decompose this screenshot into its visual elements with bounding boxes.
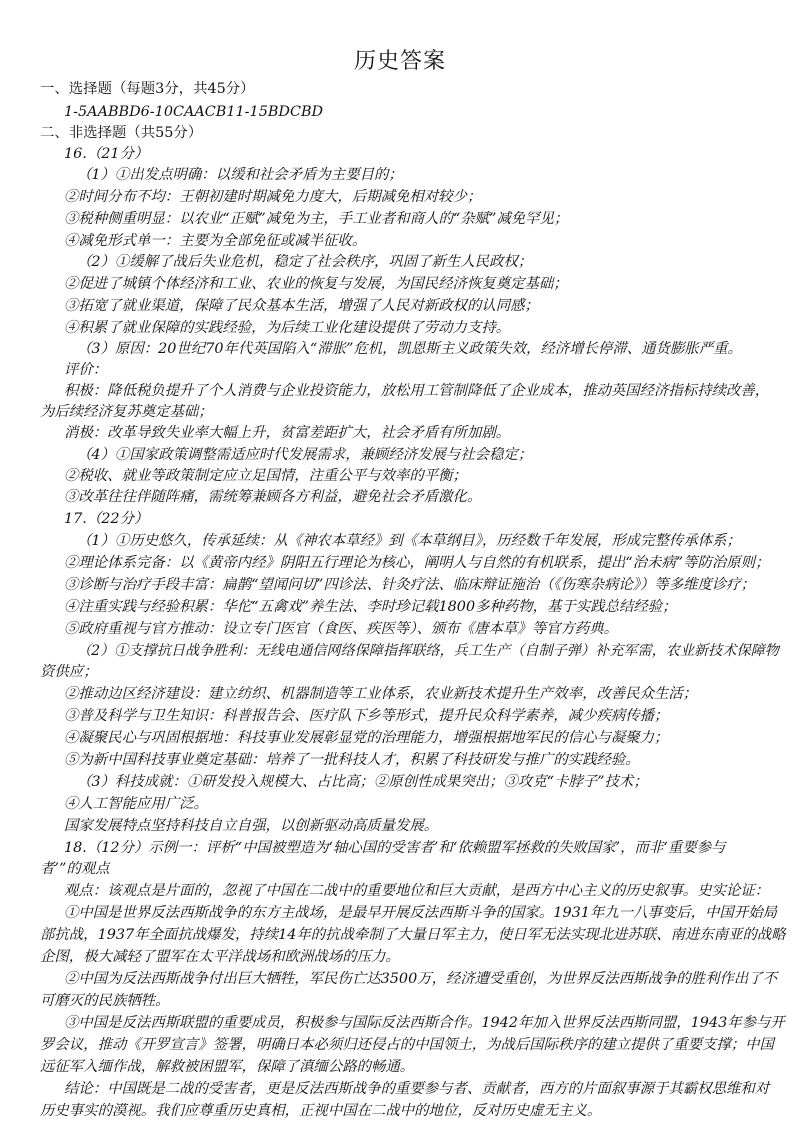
answer-line: 可磨灭的民族牺牲。: [40, 993, 170, 1009]
answer-line: （3）原因：20世纪70年代英国陷入“滞胀”危机，凯恩斯主义政策失效，经济增长停滞、通货膨胀严重。: [77, 341, 742, 357]
section-1-heading: 一、选择题（每题3分，共45分）: [40, 81, 255, 97]
section-2-heading: 二、非选择题（共55分）: [40, 125, 203, 141]
answer-line: ③拓宽了就业渠道，保障了民众基本生活，增强了人民对新政权的认同感；: [64, 298, 539, 314]
answer-line: ⑤政府重视与官方推动：设立专门医官（食医、疾医等）、颁布《唐本草》等官方药典。: [64, 621, 619, 637]
answer-line: 观点：该观点是片面的，忽视了中国在二战中的重要地位和巨大贡献，是西方中心主义的历史叙事。史实论证：: [64, 883, 770, 899]
answer-line: 历史事实的漠视。我们应尊重历史真相，正视中国在二战中的地位，反对历史虚无主义。: [40, 1103, 602, 1119]
answer-line: ②理论体系完备：以《黄帝内经》阴阳五行理论为核心，阐明人与自然的有机联系，提出“治未病”等防治原则；: [64, 555, 770, 571]
answer-line: ②时间分布不均：王朝初建时期减免力度大，后期减免相对较少；: [64, 189, 482, 205]
question-18-heading: 18.（12分）示例一：评析“中国被塑造为‘轴心国的受害者’和‘依赖盟军拯救的失败国家’，而非‘重要参与: [64, 840, 726, 856]
answer-line: 消极：改革导致失业率大幅上升，贫富差距扩大，社会矛盾有所加剧。: [64, 425, 511, 441]
answer-line: 评价：: [64, 362, 108, 378]
answer-line: 者’”的观点: [40, 861, 110, 877]
answer-line: ④积累了就业保障的实践经验，为后续工业化建设提供了劳动力支持。: [64, 320, 511, 336]
answer-line: ③改革往往伴随阵痛，需统筹兼顾各方利益，避免社会矛盾激化。: [64, 489, 482, 505]
answer-line: 远征军入缅作战，解救被困盟军，保障了滇缅公路的畅通。: [40, 1059, 415, 1075]
answer-line: （1）①出发点明确：以缓和社会矛盾为主要目的；: [77, 167, 403, 183]
answer-line: ⑤为新中国科技事业奠定基础：培养了一批科技人才，积累了科技研发与推广的实践经验。: [64, 752, 640, 768]
answer-line: （3）科技成就：①研发投入规模大、占比高；②原创性成果突出；③攻克“卡脖子”技术；: [77, 774, 648, 790]
answer-line: ④减免形式单一：主要为全部免征或减半征收。: [64, 233, 367, 249]
answer-line: ③普及科学与卫生知识：科普报告会、医疗队下乡等形式，提升民众科学素养，减少疾病传播；: [64, 708, 669, 724]
answer-line: ②推动边区经济建设：建立纺织、机器制造等工业体系，农业新技术提升生产效率，改善民众生活；: [64, 686, 698, 702]
answer-line: 罗会议，推动《开罗宣言》签署，明确日本必须归还侵占的中国领土，为战后国际秩序的建立提供了重要支撑；中国: [40, 1037, 774, 1053]
answer-line: ②促进了城镇个体经济和工业、农业的恢复与发展，为国民经济恢复奠定基础；: [64, 276, 568, 292]
answer-line: ④人工智能应用广泛。: [64, 796, 208, 812]
multiple-choice-answers: 1-5AABBD6-10CAACB11-15BDCBD: [64, 104, 324, 120]
answer-line: ③中国是反法西斯联盟的重要成员，积极参与国际反法西斯合作。1942年加入世界反法西斯同盟，1943年参与开: [64, 1015, 785, 1031]
answer-line: 资供应；: [40, 664, 98, 680]
answer-line: （2）①缓解了战后失业危机，稳定了社会秩序，巩固了新生人民政权；: [77, 254, 533, 270]
answer-line: ②中国为反法西斯战争付出巨大牺牲，军民伤亡达3500万，经济遭受重创，为世界反法西斯战争的胜利作出了不: [64, 971, 777, 987]
answer-line: ④注重实践与经验积累：华佗“五禽戏”养生法、李时珍记载1800多种药物，基于实践总结经验；: [64, 599, 677, 615]
answer-line: （4）①国家政策调整需适应时代发展需求，兼顾经济发展与社会稳定；: [77, 447, 533, 463]
answer-line: 积极：降低税负提升了个人消费与企业投资能力，放松用工管制降低了企业成本，推动英国经济指标持续改善，: [64, 383, 770, 399]
answer-line: 结论：中国既是二战的受害者，更是反法西斯战争的重要参与者、贡献者，西方的片面叙事源于其霸权思维和对: [64, 1081, 770, 1097]
answer-line: ③税种侧重明显：以农业“正赋”减免为主，手工业者和商人的“杂赋”减免罕见；: [64, 211, 569, 227]
question-16-heading: 16.（21分）: [64, 146, 149, 162]
answer-line: ①中国是世界反法西斯战争的东方主战场，是最早开展反法西斯斗争的国家。1931年九一八事变后，中国开始局: [64, 905, 777, 921]
answer-line: 国家发展特点坚持科技自立自强，以创新驱动高质量发展。: [64, 818, 439, 834]
answer-line: ②税收、就业等政策制定应立足国情，注重公平与效率的平衡；: [64, 468, 467, 484]
question-17-heading: 17.（22分）: [64, 511, 149, 527]
answer-line: 为后续经济复苏奠定基础；: [40, 404, 213, 420]
answer-line: 企图，极大减轻了盟军在太平洋战场和欧洲战场的压力。: [40, 949, 400, 965]
answer-line: ④凝聚民心与巩固根据地：科技事业发展彰显党的治理能力，增强根据地军民的信心与凝聚力；: [64, 730, 669, 746]
answer-line: （2）①支撑抗日战争胜利：无线电通信网络保障指挥联络，兵工生产（自制子弹）补充军需，农业新技术保障物: [77, 643, 779, 659]
answer-line: （1）①历史悠久，传承延续：从《神农本草经》到《本草纲目》，历经数千年发展，形成完整传承体系；: [77, 533, 741, 549]
page-title: 历史答案: [353, 49, 446, 74]
answer-line: ③诊断与治疗手段丰富：扁鹊“望闻问切”四诊法、针灸疗法、临床辩证施治（《伤寒杂病论》）等多维度诊疗；: [64, 577, 756, 593]
answer-line: 部抗战，1937年全面抗战爆发，持续14年的抗战牵制了大量日军主力，使日军无法实现北进苏联、南进东南亚的战略: [40, 927, 786, 943]
